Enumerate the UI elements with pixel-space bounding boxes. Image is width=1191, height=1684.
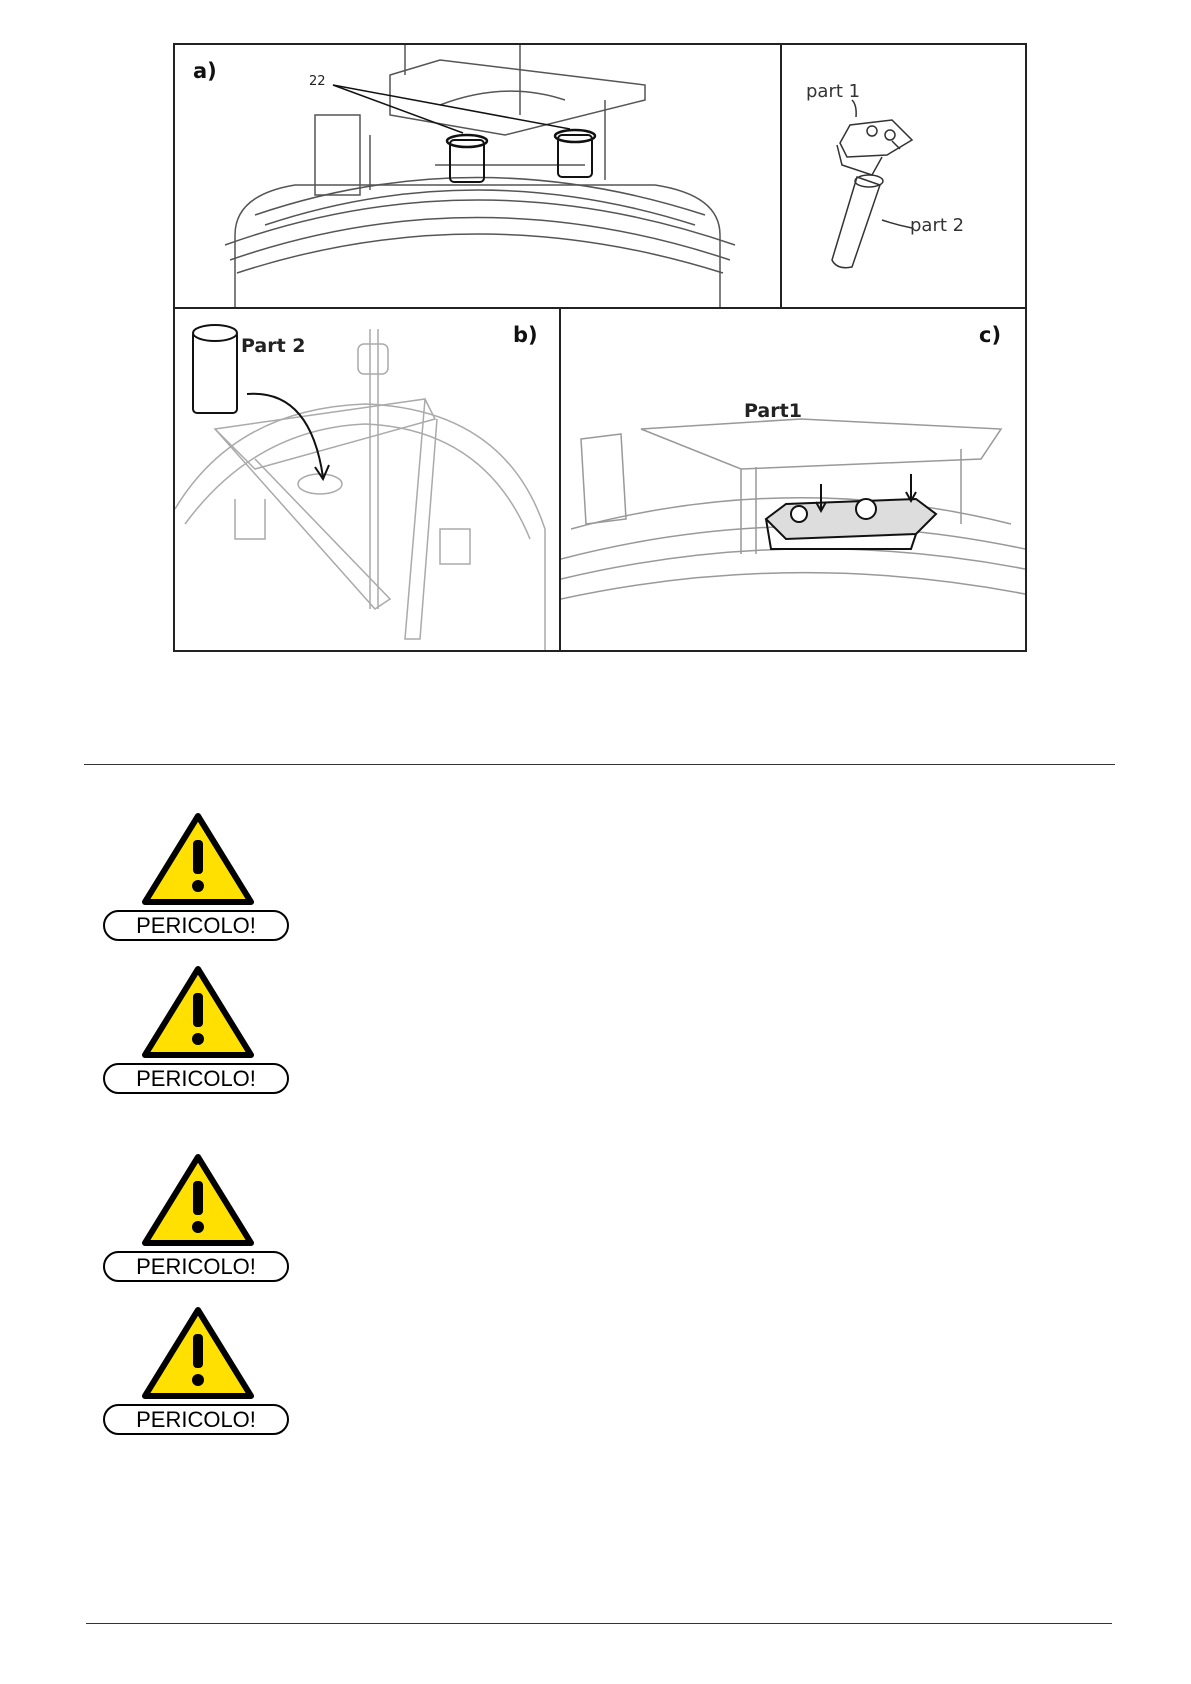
- panel-c-letter: c): [979, 323, 1002, 347]
- warning-label: PERICOLO!: [103, 1404, 289, 1435]
- warning-block: [101, 1151, 293, 1287]
- part-1-callout: part 1: [806, 81, 861, 102]
- warning-label: PERICOLO!: [103, 1063, 289, 1094]
- warning-triangle-icon: [101, 963, 293, 1063]
- warning-triangle-icon: [101, 810, 293, 910]
- callout-22: 22: [309, 74, 326, 89]
- panel-b-drawing: [175, 309, 559, 650]
- panel-b: [175, 309, 561, 650]
- section-divider-top: [84, 764, 1115, 765]
- section-divider-bottom: [86, 1623, 1112, 1624]
- part-1-label: Part1: [744, 400, 802, 422]
- assembly-figure: [173, 43, 1027, 652]
- warning-block: [101, 1304, 293, 1440]
- panel-a-letter: a): [193, 59, 217, 83]
- warning-block: [101, 810, 293, 946]
- warning-label: PERICOLO!: [103, 1251, 289, 1282]
- panel-a-detail: [782, 45, 1025, 309]
- panel-c: [561, 309, 1025, 650]
- part-2-callout: part 2: [910, 215, 965, 236]
- panel-c-drawing: [561, 309, 1025, 650]
- panel-a: [175, 45, 782, 309]
- warning-label: PERICOLO!: [103, 910, 289, 941]
- part-2-label: Part 2: [241, 335, 306, 357]
- warning-block: [101, 963, 293, 1099]
- panel-b-letter: b): [513, 323, 538, 347]
- panel-a-drawing: [175, 45, 780, 307]
- warning-triangle-icon: [101, 1151, 293, 1251]
- warning-triangle-icon: [101, 1304, 293, 1404]
